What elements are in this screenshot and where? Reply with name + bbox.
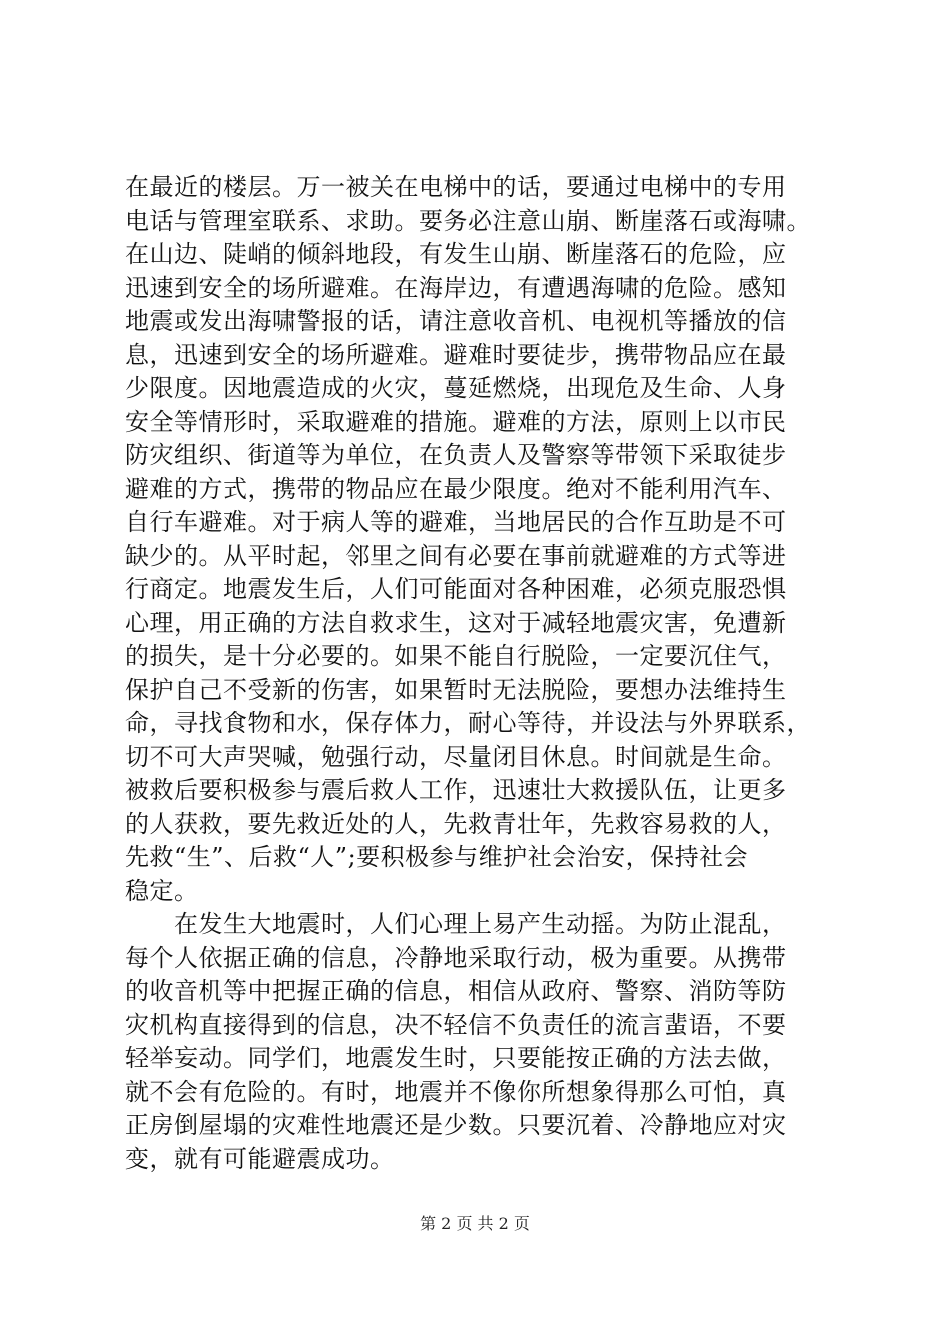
text-line: 在最近的楼层。万一被关在电梯中的话，要通过电梯中的专用 bbox=[125, 173, 787, 201]
text-line: 的人获救，要先救近处的人，先救青壮年，先救容易救的人， bbox=[125, 809, 787, 838]
text-line: 就不会有危险的。有时，地震并不像你所想象得那么可怕，真 bbox=[125, 1077, 787, 1106]
text-line: 在发生大地震时，人们心理上易产生动摇。为防止混乱， bbox=[125, 910, 787, 938]
text-line: 安全等情形时，采取避难的措施。避难的方法，原则上以市民 bbox=[125, 407, 787, 436]
text-line: 灾机构直接得到的信息，决不轻信不负责任的流言蜚语，不要 bbox=[125, 1010, 787, 1039]
text-line: 正房倒屋塌的灾难性地震还是少数。只要沉着、冷静地应对灾 bbox=[125, 1111, 787, 1139]
text-line: 防灾组织、街道等为单位，在负责人及警察等带领下采取徒步 bbox=[125, 441, 787, 469]
text-line: 迅速到安全的场所避难。在海岸边，有遭遇海啸的危险。感知 bbox=[125, 273, 787, 302]
text-line: 的收音机等中把握正确的信息，相信从政府、警察、消防等防 bbox=[125, 977, 787, 1005]
text-line: 自行车避难。对于病人等的避难，当地居民的合作互助是不可 bbox=[125, 508, 787, 536]
text-line: 行商定。地震发生后，人们可能面对各种困难，必须克服恐惧 bbox=[125, 575, 787, 603]
text-line: 先救“生”、后救“人”;要积极参与维护社会治安，保持社会 bbox=[125, 843, 749, 871]
text-line: 命，寻找食物和水，保存体力，耐心等待，并设法与外界联系， bbox=[125, 709, 811, 737]
text-line: 息，迅速到安全的场所避难。避难时要徒步，携带物品应在最 bbox=[125, 340, 787, 369]
text-line: 轻举妄动。同学们，地震发生时，只要能按正确的方法去做， bbox=[125, 1044, 787, 1072]
text-line: 地震或发出海啸警报的话，请注意收音机、电视机等播放的信 bbox=[125, 307, 787, 335]
text-line: 保护自己不受新的伤害，如果暂时无法脱险，要想办法维持生 bbox=[125, 675, 787, 704]
text-line: 被救后要积极参与震后救人工作，迅速壮大救援队伍，让更多 bbox=[125, 776, 787, 804]
text-line: 的损失，是十分必要的。如果不能自行脱险，一定要沉住气， bbox=[125, 642, 787, 670]
text-line: 心理，用正确的方法自救求生，这对于减轻地震灾害，免遭新 bbox=[125, 608, 787, 637]
text-line: 稳定。 bbox=[125, 876, 199, 905]
text-line: 少限度。因地震造成的火灾，蔓延燃烧，出现危及生命、人身 bbox=[125, 374, 787, 402]
page-footer: 第 2 页 共 2 页 bbox=[420, 1214, 530, 1233]
text-line: 在山边、陡峭的倾斜地段，有发生山崩、断崖落石的危险，应 bbox=[125, 240, 787, 268]
text-line: 每个人依据正确的信息，冷静地采取行动，极为重要。从携带 bbox=[125, 943, 787, 972]
text-line: 避难的方式，携带的物品应在最少限度。绝对不能利用汽车、 bbox=[125, 474, 787, 503]
text-line: 切不可大声哭喊，勉强行动，尽量闭目休息。时间就是生命。 bbox=[125, 742, 787, 771]
body-text bbox=[125, 171, 835, 1176]
text-line: 电话与管理室联系、求助。要务必注意山崩、断崖落石或海啸。 bbox=[125, 206, 811, 235]
text-line: 缺少的。从平时起，邻里之间有必要在事前就避难的方式等进 bbox=[125, 541, 787, 570]
text-line: 变，就有可能避震成功。 bbox=[125, 1144, 395, 1173]
